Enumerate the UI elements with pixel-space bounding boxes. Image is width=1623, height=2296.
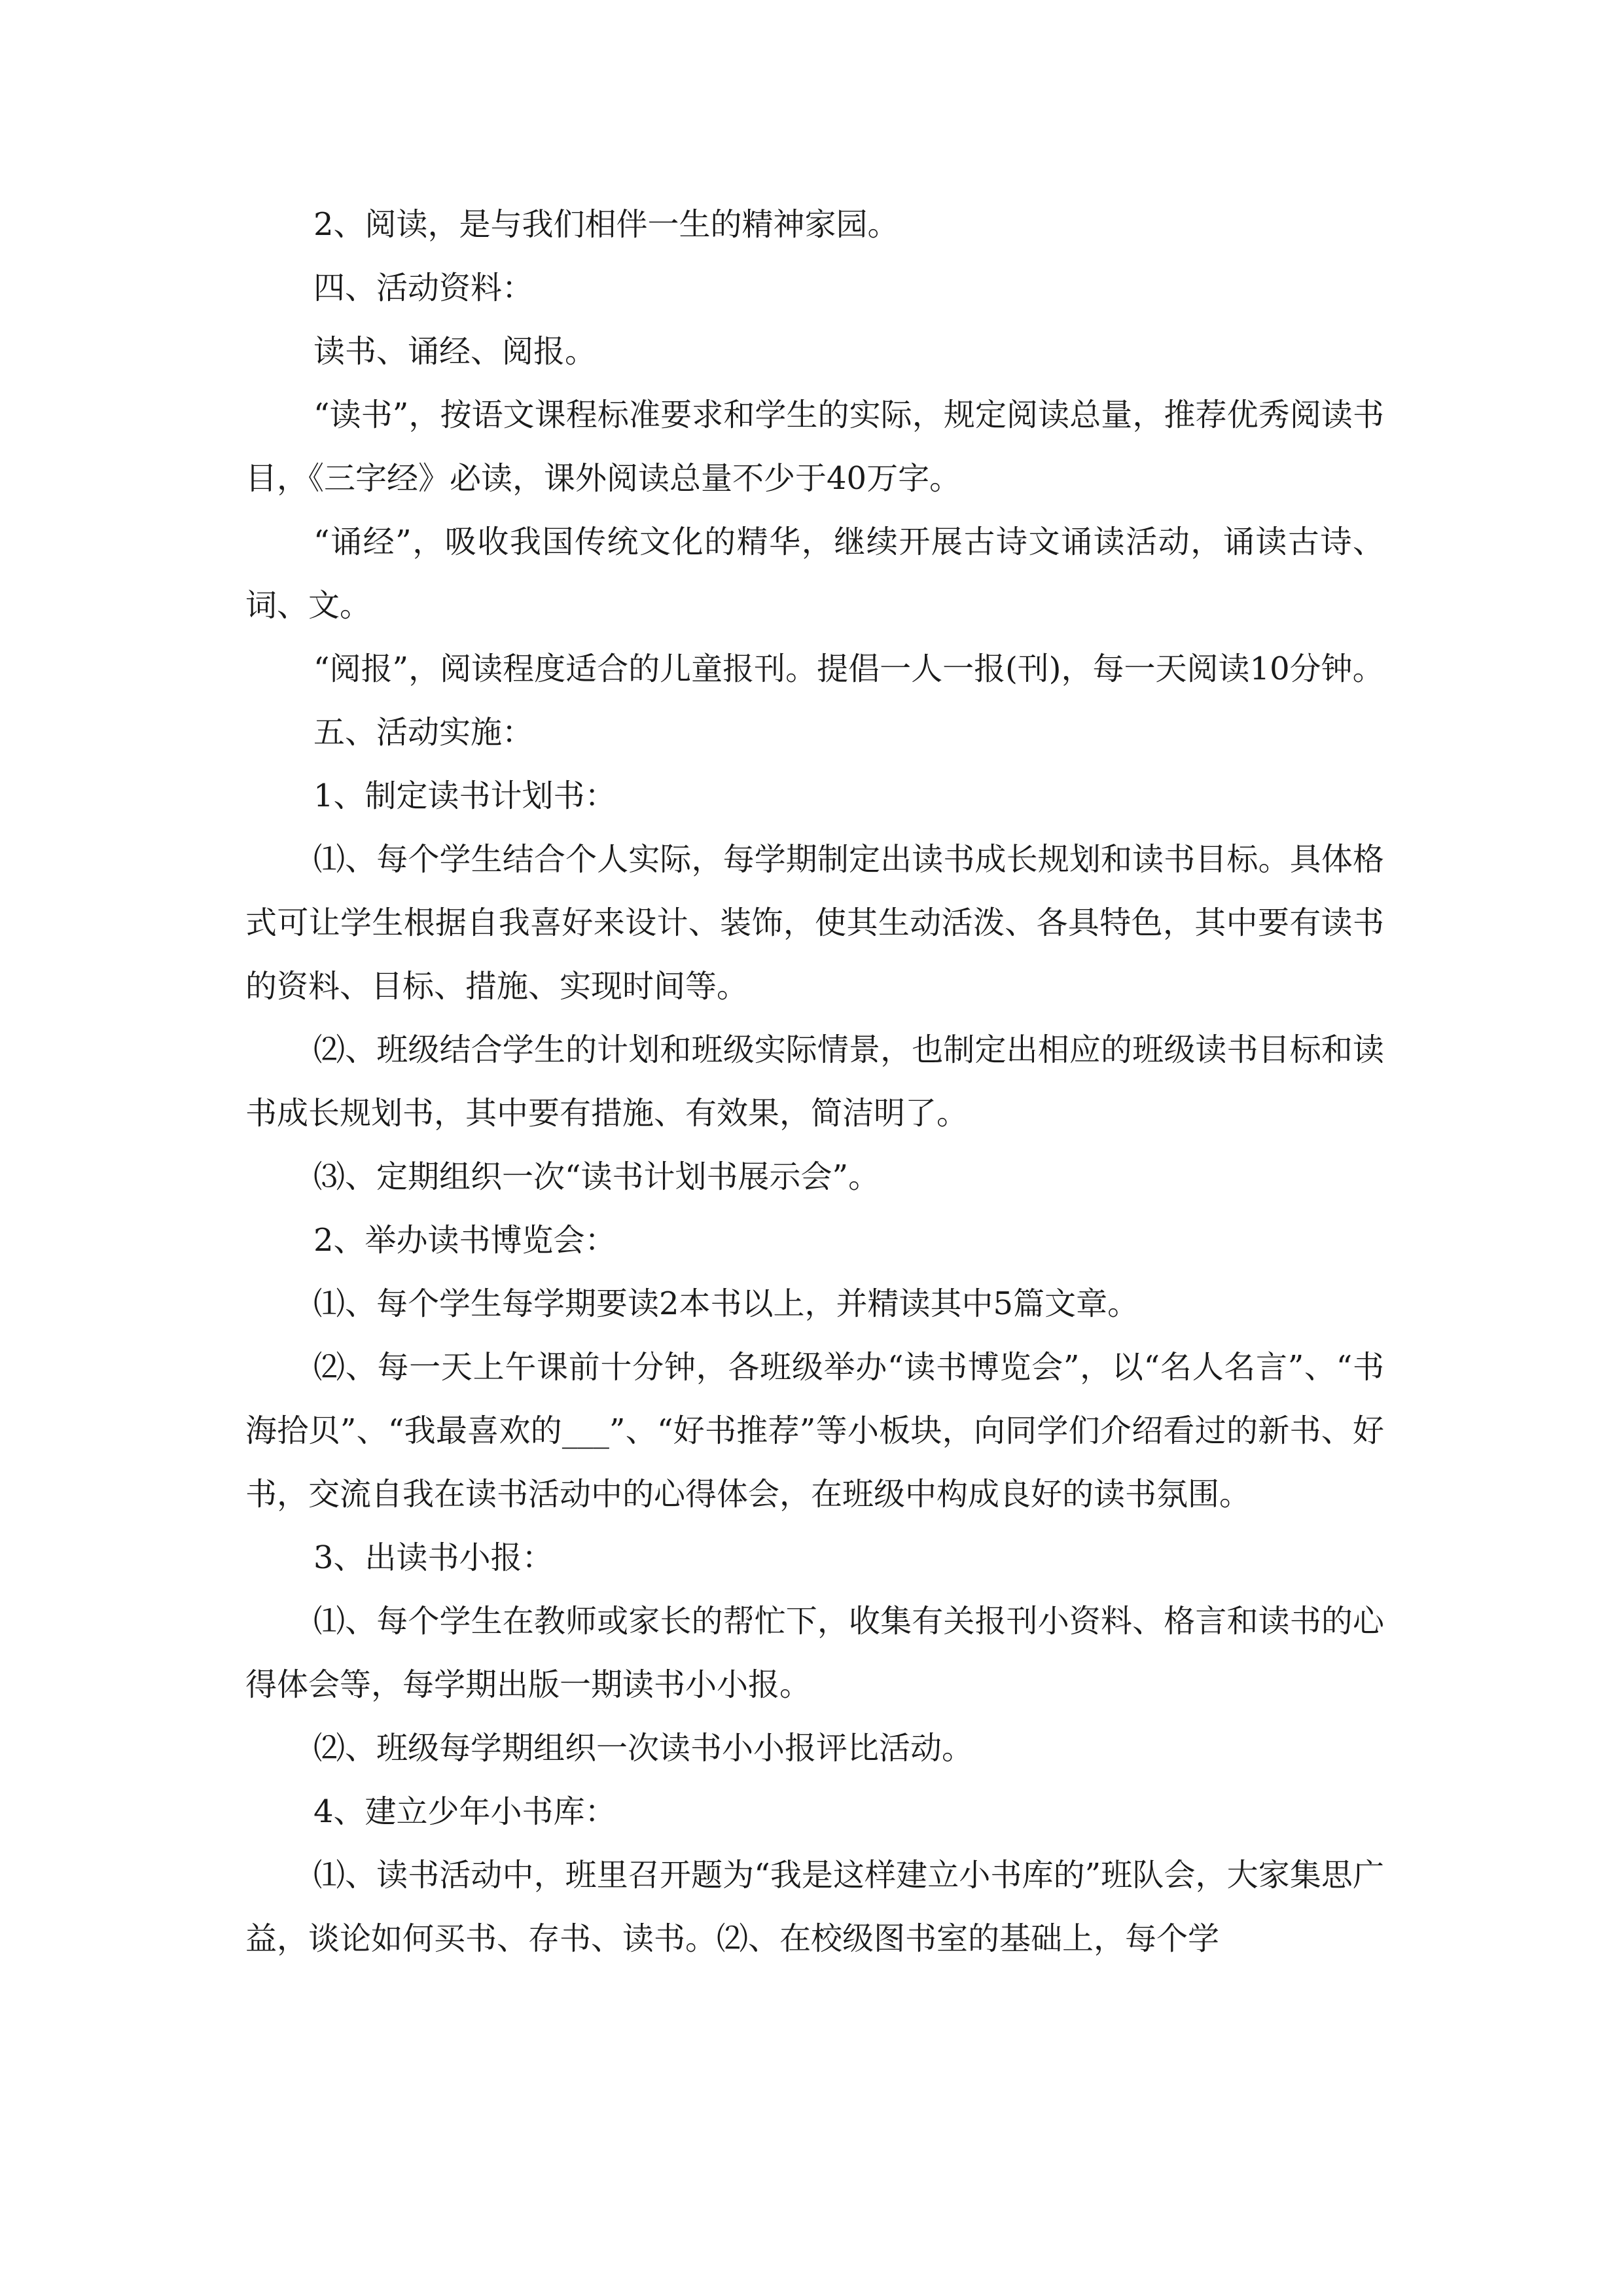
section-heading: 四、活动资料：	[313, 270, 534, 306]
paragraph: ⑵、每一天上午课前十分钟，各班级举办“读书博览会”，以“名人名言”、“书海拾贝”、“我最喜欢的___”、“好书推荐”等小板块，向同学们介绍看过的新书、好书，交流自我在读书活动中的心得体会，在班级中构成良好的读书氛围。	[245, 1349, 1384, 1513]
paragraph: “读书”，按语文课程标准要求和学生的实际，规定阅读总量，推荐优秀阅读书目，《三字经》必读，课外阅读总量不少于40万字。	[245, 397, 1384, 497]
subsection-heading: 3、出读书小报：	[313, 1539, 554, 1576]
document-page	[245, 193, 1384, 1971]
paragraph: ⑶、定期组织一次“读书计划书展示会”。	[313, 1158, 880, 1195]
subsection-heading: 4、建立少年小书库：	[313, 1793, 616, 1830]
paragraph: ⑴、每个学生每学期要读2本书以上，并精读其中5篇文章。	[313, 1285, 1139, 1322]
paragraph: 2、阅读，是与我们相伴一生的精神家园。	[313, 206, 899, 243]
paragraph: ⑴、每个学生在教师或家长的帮忙下，收集有关报刊小资料、格言和读书的心得体会等，每学期出版一期读书小小报。	[245, 1603, 1384, 1703]
paragraph: ⑴、读书活动中，班里召开题为“我是这样建立小书库的”班队会，大家集思广益，谈论如何买书、存书、读书。⑵、在校级图书室的基础上，每个学	[245, 1857, 1384, 1957]
section-heading: 五、活动实施：	[313, 714, 534, 751]
paragraph: 读书、诵经、阅报。	[313, 333, 597, 370]
subsection-heading: 2、举办读书博览会：	[313, 1222, 616, 1259]
paragraph: ⑴、每个学生结合个人实际，每学期制定出读书成长规划和读书目标。具体格式可让学生根据自我喜好来设计、装饰，使其生动活泼、各具特色，其中要有读书的资料、目标、措施、实现时间等。	[245, 841, 1384, 1005]
paragraph: ⑵、班级结合学生的计划和班级实际情景，也制定出相应的班级读书目标和读书成长规划书，其中要有措施、有效果，简洁明了。	[245, 1031, 1384, 1132]
paragraph: “阅报”，阅读程度适合的儿童报刊。提倡一人一报(刊)，每一天阅读10分钟。	[313, 651, 1384, 687]
paragraph: “诵经”，吸收我国传统文化的精华，继续开展古诗文诵读活动，诵读古诗、词、文。	[245, 524, 1384, 624]
paragraph: ⑵、班级每学期组织一次读书小小报评比活动。	[313, 1730, 974, 1767]
subsection-heading: 1、制定读书计划书：	[313, 778, 616, 814]
